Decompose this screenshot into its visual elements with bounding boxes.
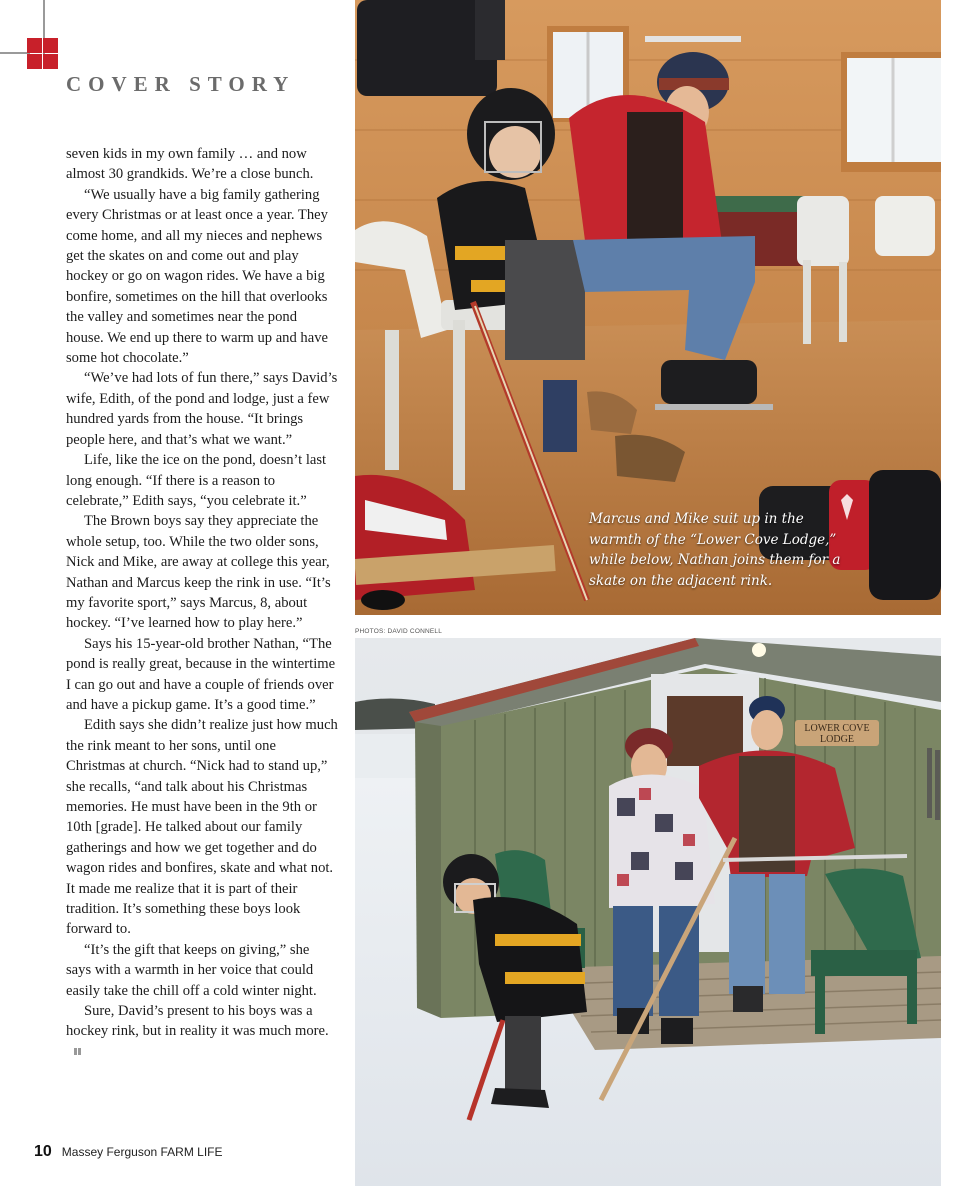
article-paragraph: The Brown boys say they appreciate the whole setup, too. While the two older sons, Nick and Mike, are away at college this year, Nathan and Marcus keep the rink in use. “It’s my favorite sport,” says Marcus, 8, about hockey. “I’ve learned how to play here.” [66, 513, 331, 632]
sign-line-2: LODGE [820, 734, 854, 745]
article-paragraph: “We’ve had lots of fun there,” says David’s wife, Edith, of the pond and lodge, just a few hundred yards from the house. “It brings people here, and that’s what we want.” [66, 370, 338, 448]
photo-lodge-exterior [355, 638, 941, 1186]
article-paragraph: “It’s the gift that keeps on giving,” she says with a warmth in her voice that could easily take the chill off a cold winter night. [66, 941, 317, 999]
end-of-story-icon [74, 1048, 81, 1055]
page-footer [34, 1143, 223, 1161]
article-paragraph: Says his 15-year-old brother Nathan, “The pond is really great, because in the wintertime I can go out and have a couple of friends over and have a pickup game. It’s a good time.” [66, 635, 336, 713]
sign-line-1: LOWER COVE [804, 723, 870, 734]
article-paragraph: seven kids in my own family … and now almost 30 grandkids. We’re a close bunch. [66, 146, 314, 183]
publication-name: Massey Ferguson FARM LIFE [61, 1145, 223, 1159]
article-paragraph: Life, like the ice on the pond, doesn’t last long enough. “If there is a reason to celebrate,” Edith says, “you celebrate it.” [66, 452, 327, 509]
page-number: 10 [34, 1143, 52, 1160]
photo-credit: PHOTOS: DAVID CONNELL [355, 628, 443, 635]
article-paragraph: “We usually have a big family gathering every Christmas or at least once a year. They come home, and all my nieces and nephews get the skates on and come out and play hockey or go on wagon rides. We have a big bonfire, sometimes on the hill that overlooks the valley and sometimes near the pond house. We end up there to warm up and have some hot chocolate.” [66, 186, 328, 367]
section-label: COVER STORY [66, 72, 296, 96]
article-final-paragraph [66, 1001, 338, 1062]
article-paragraph-text: Sure, David’s present to his boys was a hockey rink, but in reality it was much more. [66, 1003, 329, 1040]
article-body [66, 144, 338, 1062]
photo-caption: Marcus and Mike suit up in the warmth of the “Lower Cove Lodge,” while below, Nathan joins them for a skate on the adjacent rink. [589, 511, 841, 589]
corner-crop-mark [0, 0, 62, 72]
article-paragraph: Edith says she didn’t realize just how much the rink meant to her sons, until one Christmas at church. “Nick had to stand up,” she recalls, “and talk about his Christmas memories. He must have been in the 9th or 10th [grade]. He talked about our family gatherings and how we get together and do wagon rides and bonfires, skate and what not. It made me realize that it is part of their tradition. It’s something these boys look forward to. [66, 717, 338, 938]
